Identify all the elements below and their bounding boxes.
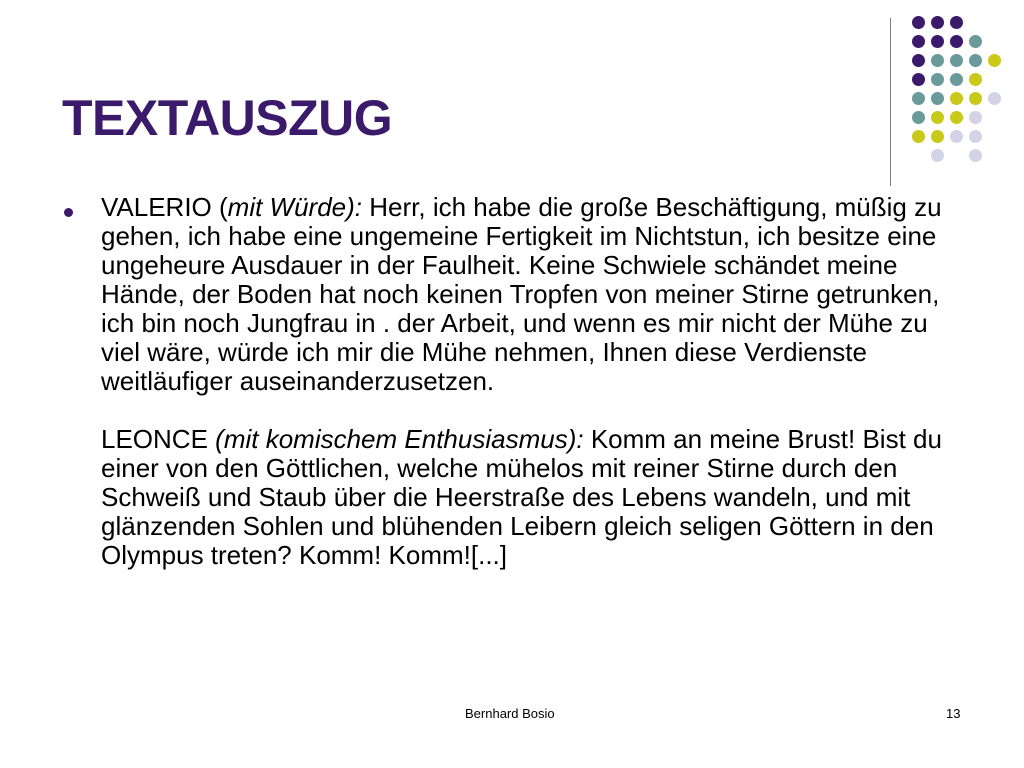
quote-paragraph-valerio: VALERIO (mit Würde): Herr, ich habe die große Beschäftigung, müßig zu gehen, ich habe eine ungemeine Fertigkeit im Nichtstun, ich besitze eine ungeheure Ausdauer in der Faulheit. Keine Schwiele schändet meine Hände, der Boden hat noch keinen Tropfen von meiner Stirne getrunken, ich bin noch Jungfrau in . der Arbeit, und wenn es mir nicht der Mühe zu viel wäre, würde ich mir die Mühe nehmen, Ihnen diese Verdienste weitläufiger auseinanderzusetzen. bbox=[101, 192, 942, 396]
dot-lavender bbox=[931, 149, 944, 162]
dot-yellow bbox=[912, 130, 925, 143]
speaker-name: LEONCE bbox=[101, 424, 208, 454]
dot-purple bbox=[912, 35, 925, 48]
dot-yellow bbox=[950, 92, 963, 105]
dot-teal bbox=[931, 54, 944, 67]
dot-purple bbox=[912, 73, 925, 86]
dot-lavender bbox=[969, 149, 982, 162]
quote-paragraph-leonce bbox=[101, 425, 972, 570]
dot-teal bbox=[931, 73, 944, 86]
dot-teal bbox=[969, 54, 982, 67]
quote-text: Komm an meine Brust! Bist du einer von den Göttlichen, welche mühelos mit reiner Stirne durch den Schweiß und Staub über die Heerstraße des Lebens wandeln, und mit glänzenden Sohlen und blühenden Leibern gleich seligen Göttern in den Olympus treten? Komm! Komm![...] bbox=[101, 424, 942, 570]
dot-lavender bbox=[969, 130, 982, 143]
quote-text: Herr, ich habe die große Beschäftigung, müßig zu gehen, ich habe eine ungemeine Fertigkeit im Nichtstun, ich besitze eine ungeheure Ausdauer in der Faulheit. Keine Schwiele schändet meine Hände, der Boden hat noch keinen Tropfen von meiner Stirne getrunken, ich bin noch Jungfrau in . der Arbeit, und wenn es mir nicht der Mühe zu viel wäre, würde ich mir die Mühe nehmen, Ihnen diese Verdienste weitläufiger auseinanderzusetzen. bbox=[101, 192, 942, 396]
dot-purple bbox=[912, 54, 925, 67]
slide-body bbox=[62, 193, 972, 570]
dot-yellow bbox=[931, 130, 944, 143]
dot-purple bbox=[931, 35, 944, 48]
dot-teal bbox=[912, 111, 925, 124]
decorative-dot-grid bbox=[0, 0, 1024, 200]
dot-yellow bbox=[988, 54, 1001, 67]
dot-teal bbox=[969, 35, 982, 48]
dot-yellow bbox=[950, 111, 963, 124]
dot-lavender bbox=[969, 111, 982, 124]
footer-page-number: 13 bbox=[946, 706, 961, 721]
dot-lavender bbox=[988, 92, 1001, 105]
dot-purple bbox=[912, 16, 925, 29]
bullet-icon bbox=[64, 208, 73, 217]
dot-yellow bbox=[969, 92, 982, 105]
dot-purple bbox=[950, 16, 963, 29]
dot-yellow bbox=[969, 73, 982, 86]
stage-direction: mit Würde): bbox=[227, 192, 363, 222]
dot-teal bbox=[931, 92, 944, 105]
dot-teal bbox=[950, 73, 963, 86]
slide-title: TEXTAUSZUG bbox=[62, 90, 393, 146]
dot-teal bbox=[912, 92, 925, 105]
stage-direction: (mit komischem Enthusiasmus): bbox=[215, 424, 584, 454]
dot-yellow bbox=[931, 111, 944, 124]
dot-purple bbox=[950, 35, 963, 48]
dot-lavender bbox=[950, 130, 963, 143]
dot-purple bbox=[931, 16, 944, 29]
dot-teal bbox=[950, 54, 963, 67]
footer-author: Bernhard Bosio bbox=[465, 706, 555, 721]
speaker-name: VALERIO bbox=[101, 192, 212, 222]
